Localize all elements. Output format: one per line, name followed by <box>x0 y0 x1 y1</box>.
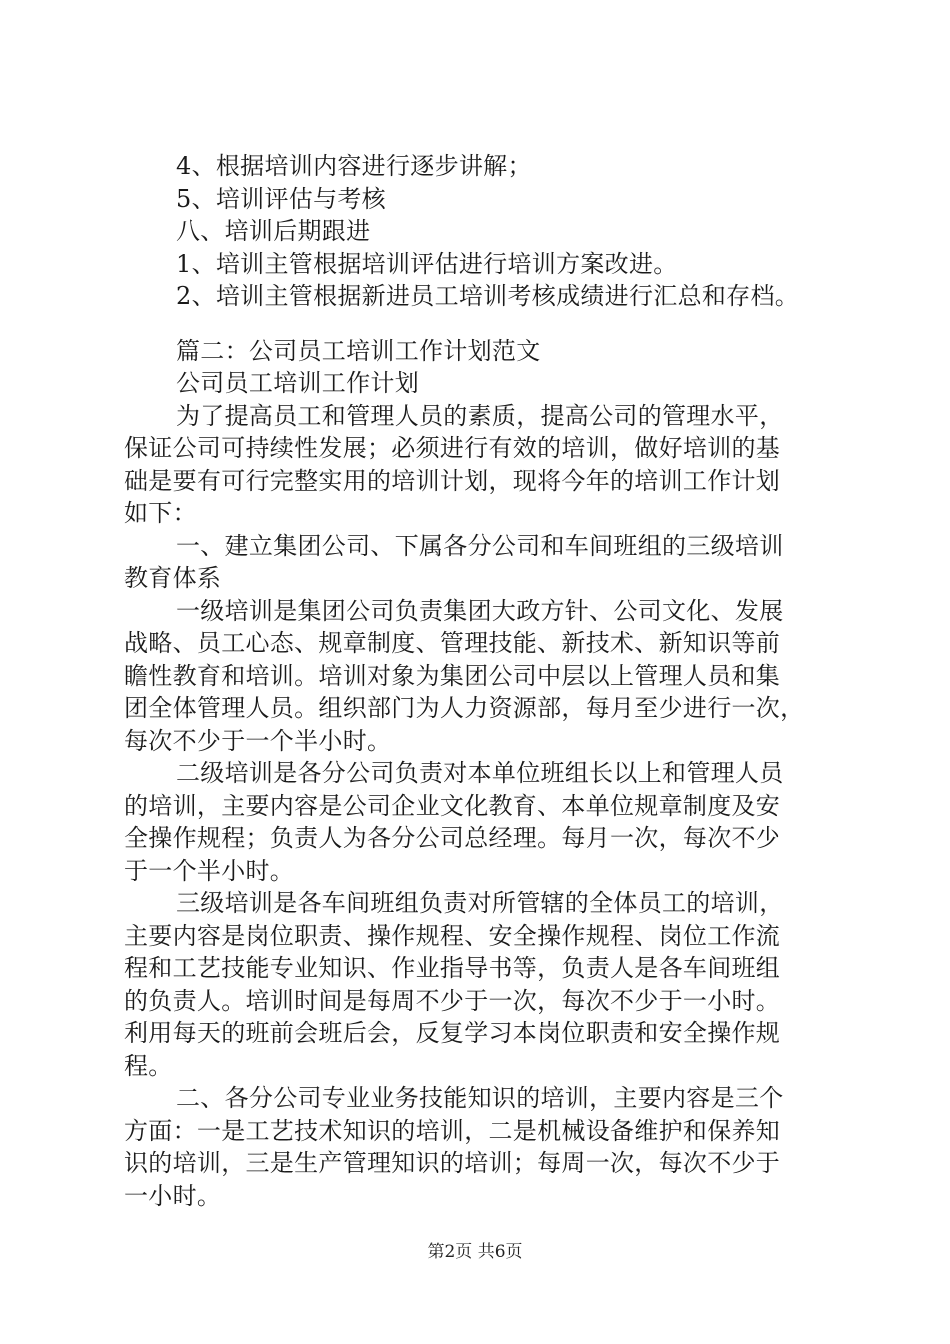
list-item: 5、培训评估与考核 <box>176 184 386 213</box>
paragraph-line: 的负责人。培训时间是每周不少于一次，每次不少于一小时。 <box>124 986 781 1015</box>
list-item: 2、培训主管根据新进员工培训考核成绩进行汇总和存档。 <box>176 282 800 310</box>
paragraph-line: 识的培训，三是生产管理知识的培训；每周一次，每次不少于 <box>124 1149 781 1177</box>
paragraph-line: 程和工艺技能专业知识、作业指导书等，负责人是各车间班组 <box>124 954 781 982</box>
page-number-footer: 第2页 共6页 <box>427 1242 523 1262</box>
paragraph-line: 础是要有可行完整实用的培训计划，现将今年的培训工作计划 <box>124 466 781 495</box>
paragraph-line: 于一个半小时。 <box>124 856 295 885</box>
paragraph-gap <box>124 313 834 335</box>
paragraph-line: 教育体系 <box>124 564 222 592</box>
paragraph-line: 每次不少于一个半小时。 <box>124 726 392 755</box>
paragraph-line: 二级培训是各分公司负责对本单位班组长以上和管理人员 <box>176 759 784 787</box>
paragraph-line: 程。 <box>124 1051 173 1080</box>
list-item: 4、根据培训内容进行逐步讲解； <box>176 152 532 180</box>
section-heading: 八、培训后期跟进 <box>176 217 371 245</box>
paragraph-line: 二、各分公司专业业务技能知识的培训，主要内容是三个 <box>176 1084 784 1112</box>
paragraph-line: 团全体管理人员。组织部门为人力资源部，每月至少进行一次， <box>124 694 805 722</box>
paragraph-line: 全操作规程；负责人为各分公司总经理。每月一次，每次不少 <box>124 824 781 852</box>
paragraph-line: 的培训，主要内容是公司企业文化教育、本单位规章制度及安 <box>124 791 781 820</box>
paragraph-line: 如下： <box>124 499 197 527</box>
document-title: 公司员工培训工作计划 <box>176 369 419 397</box>
paragraph-line: 利用每天的班前会班后会，反复学习本岗位职责和安全操作规 <box>124 1019 781 1047</box>
paragraph-line: 方面：一是工艺技术知识的培训，二是机械设备维护和保养知 <box>124 1116 781 1145</box>
paragraph-line: 一小时。 <box>124 1181 222 1210</box>
paragraph-line: 战略、员工心态、规章制度、管理技能、新技术、新知识等前 <box>124 629 781 657</box>
paragraph-line: 瞻性教育和培训。培训对象为集团公司中层以上管理人员和集 <box>124 661 781 690</box>
paragraph-line: 一级培训是集团公司负责集团大政方针、公司文化、发展 <box>176 596 784 625</box>
part-heading: 篇二：公司员工培训工作计划范文 <box>176 336 541 365</box>
list-item: 1、培训主管根据培训评估进行培训方案改进。 <box>176 249 678 278</box>
paragraph-line: 为了提高员工和管理人员的素质，提高公司的管理水平， <box>176 401 784 430</box>
paragraph-line: 三级培训是各车间班组负责对所管辖的全体员工的培训， <box>176 889 784 917</box>
paragraph-line: 一、建立集团公司、下属各分公司和车间班组的三级培训 <box>176 531 784 560</box>
paragraph-line: 主要内容是岗位职责、操作规程、安全操作规程、岗位工作流 <box>124 921 781 950</box>
document-body <box>124 150 834 1212</box>
paragraph-line: 保证公司可持续性发展；必须进行有效的培训，做好培训的基 <box>124 434 781 462</box>
